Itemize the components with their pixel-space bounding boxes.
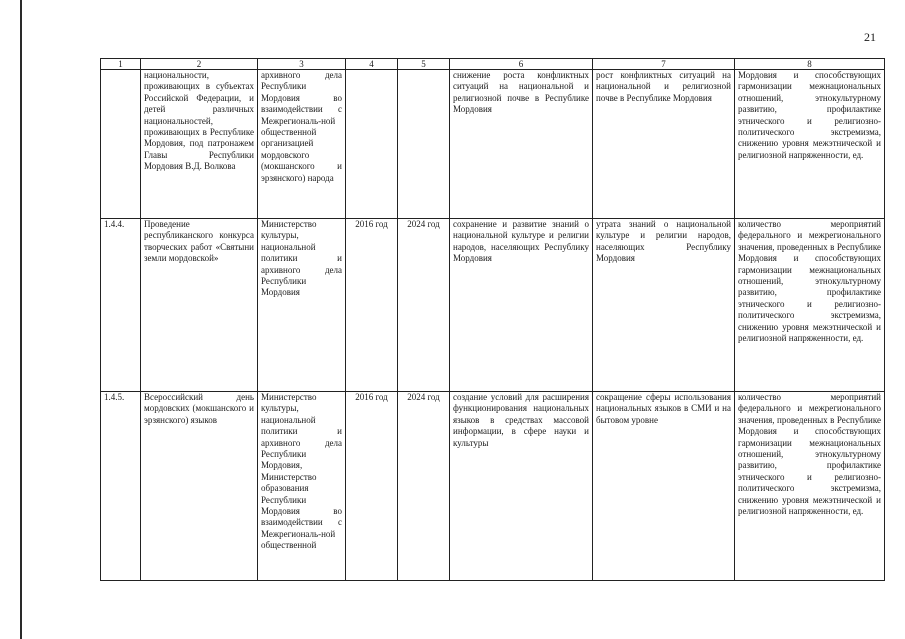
target-indicator: количество мероприятий федерального и межрегионального значения, проведенных в Республике Мордовия и способствующих гармонизации межнациональных отношений, этнокультурному развитию, профилактике этнического и религиозно-политического экстремизма, снижению уровня межэтнической и религиозной напряженности, ед.: [735, 219, 885, 392]
header-row: [101, 59, 885, 70]
end-year: 2024 год: [398, 219, 450, 392]
end-year: 2024 год: [398, 392, 450, 581]
start-year: 2016 год: [346, 219, 398, 392]
measure-executor: архивного дела Республики Мордовия во взаимодействии с Межрегиональ-ной общественной организацией мордовского (мокшанского и эрзянского) народа: [258, 70, 346, 219]
target-indicator: Мордовия и способствующих гармонизации межнациональных отношений, этнокультурному развитию, профилактике этнического и религиозно-политического экстремизма, снижению уровня межэтнической и религиозной напряженности, ед.: [735, 70, 885, 219]
column-header-4: 4: [346, 59, 398, 70]
end-year: [398, 70, 450, 219]
measure-executor: Министерство культуры, национальной политики и архивного дела Республики Мордовия: [258, 219, 346, 392]
start-year: 2016 год: [346, 392, 398, 581]
column-header-7: 7: [593, 59, 735, 70]
table-row: [101, 219, 885, 392]
non-implementation-consequence: сокращение сферы использования национальных языков в СМИ и на бытовом уровне: [593, 392, 735, 581]
column-header-2: 2: [141, 59, 258, 70]
column-header-3: 3: [258, 59, 346, 70]
target-indicator: количество мероприятий федерального и межрегионального значения, проведенных в Республике Мордовия и способствующих гармонизации межнациональных отношений, этнокультурному развитию, профилактике этнического и религиозно-политического экстремизма, снижению уровня межэтнической и религиозной напряженности, ед.: [735, 392, 885, 581]
measures-table: [100, 58, 885, 581]
row-number: [101, 70, 141, 219]
expected-result: снижение роста конфликтных ситуаций на национальной и религиозной почве в Республике Мордовия: [450, 70, 593, 219]
page-binding-edge: [20, 0, 22, 639]
expected-result: сохранение и развитие знаний о национальной культуре и религии народов, населяющих Республику Мордовия: [450, 219, 593, 392]
measure-executor: Министерство культуры, национальной политики и архивного дела Республики Мордовия, Министерство образования Республики Мордовия во взаимодействии с Межрегиональ-ной общественной: [258, 392, 346, 581]
row-number: 1.4.5.: [101, 392, 141, 581]
measure-name: Проведение республиканского конкурса творческих работ «Святыни земли мордовской»: [141, 219, 258, 392]
expected-result: создание условий для расширения функционирования национальных языков в средствах массовой информации, в сфере науки и культуры: [450, 392, 593, 581]
measure-name: национальности, проживающих в субъектах Российской Федерации, и детей различных национальностей, проживающих в Республике Мордовия, под патронажем Главы Республики Мордовия В.Д. Волкова: [141, 70, 258, 219]
start-year: [346, 70, 398, 219]
table-row: [101, 392, 885, 581]
column-header-8: 8: [735, 59, 885, 70]
non-implementation-consequence: рост конфликтных ситуаций на национальной и религиозной почве в Республике Мордовия: [593, 70, 735, 219]
column-header-1: 1: [101, 59, 141, 70]
table-row: [101, 70, 885, 219]
row-number: 1.4.4.: [101, 219, 141, 392]
column-header-6: 6: [450, 59, 593, 70]
non-implementation-consequence: утрата знаний о национальной культуре и религии народов, населяющих Республику Мордовия: [593, 219, 735, 392]
measure-name: Всероссийский день мордовских (мокшанского и эрзянского) языков: [141, 392, 258, 581]
page-number: 21: [864, 30, 876, 44]
column-header-5: 5: [398, 59, 450, 70]
